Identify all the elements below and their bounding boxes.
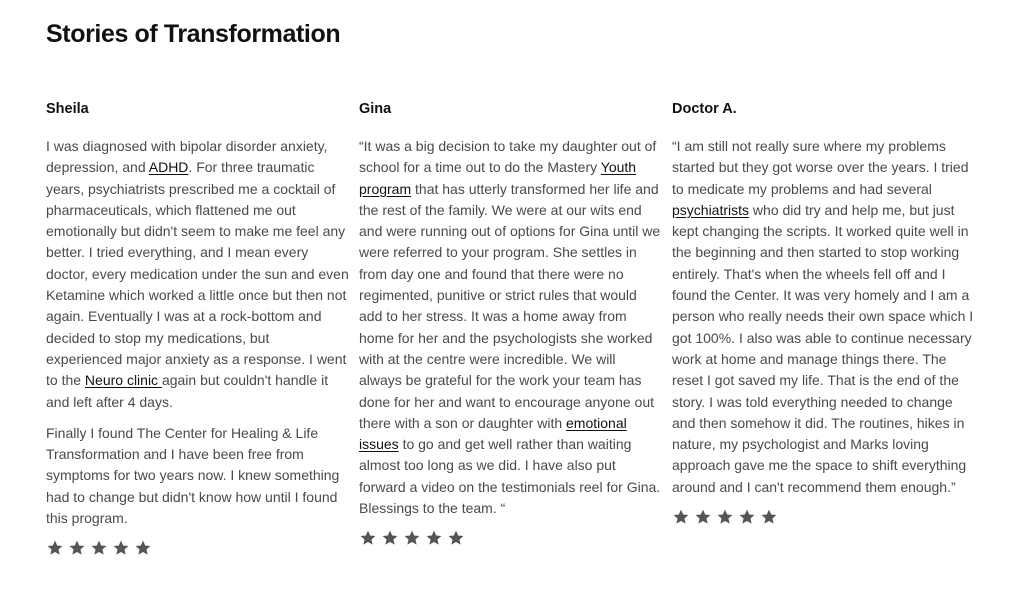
star-icon	[46, 539, 64, 557]
testimonial-author: Doctor A.	[672, 101, 737, 117]
testimonial-body	[46, 136, 349, 529]
testimonial-paragraph	[672, 136, 975, 498]
testimonial-paragraph	[46, 423, 349, 529]
star-icon	[112, 539, 130, 557]
testimonial-card	[359, 99, 662, 547]
testimonial-paragraph	[46, 136, 349, 413]
paragraph-text: “It was a big decision to take my daughter out of school for a time out to do the Mastery	[359, 138, 657, 176]
paragraph-text: again but couldn't handle it and left after 4 days.	[46, 372, 329, 410]
star-icon	[760, 508, 778, 526]
inline-link[interactable]: psychiatrists	[672, 201, 750, 218]
star-icon	[403, 529, 421, 547]
star-icon	[359, 529, 377, 547]
testimonial-author: Sheila	[46, 101, 89, 117]
paragraph-text: . For three traumatic years, psychiatrists prescribed me a cocktail of pharmaceuticals, which flattened me out emotionally but didn't seem to make me feel any better. I tried everything, and I mean every doctor, every medication under the sun and even Ketamine which worked a little once but then not again. Eventually I was at a rock-bottom and decided to stop my medications, but experienced major anxiety as a response. I went to the	[46, 159, 349, 389]
inline-link[interactable]: emotional issues	[359, 414, 627, 453]
testimonial-body	[672, 136, 975, 498]
inline-link[interactable]: ADHD	[148, 159, 189, 176]
paragraph-text: who did try and help me, but just kept changing the scripts. It worked quite well in the beginning and then started to stop working entirely. That's when the wheels fell off and I found the Center. It was very homely and I am a person who really needs their own space which I got 100%. I also was able to continue necessary work at home and manage things there. The reset I got saved my life. That is the end of the story. I was told everything needed to change and then somehow it did. The routines, hikes in nature, my psychologist and Marks loving approach gave me the space to shift everything around and I can't recommend them enough.”	[672, 201, 974, 495]
star-icon	[738, 508, 756, 526]
testimonial-paragraph	[359, 136, 662, 519]
testimonial-body	[359, 136, 662, 519]
star-icon	[68, 539, 86, 557]
paragraph-text: to go and get well rather than waiting almost too long as we did. I have also put forward a video on the testimonials reel for Gina. Blessings to the team. “	[359, 436, 661, 517]
paragraph-text: Finally I found The Center for Healing & Life Transformation and I have been free from symptoms for two years now. I knew something had to change but didn't know how until I found this program.	[46, 424, 340, 527]
star-icon	[90, 539, 108, 557]
testimonial-card	[46, 99, 349, 557]
star-icon	[672, 508, 690, 526]
inline-link[interactable]: Neuro clinic	[84, 372, 162, 389]
star-rating	[46, 539, 349, 557]
star-icon	[447, 529, 465, 547]
paragraph-text: I was diagnosed with bipolar disorder anxiety, depression, and	[46, 138, 328, 176]
star-icon	[694, 508, 712, 526]
testimonial-author: Gina	[359, 101, 392, 117]
star-icon	[134, 539, 152, 557]
paragraph-text: that has utterly transformed her life and the rest of the family. We were at our wits end and were running out of options for Gina until we were referred to your program. She settles in from day one and found that there were no regimented, punitive or strict rules that would add to her stress. It was a home away from home for her and the psychologists she worked with at the centre were incredible. We will always be grateful for the work your team has done for her and want to encourage anyone out there with a son or daughter with	[359, 180, 661, 431]
page-title: Stories of Transformation	[46, 20, 341, 48]
inline-link[interactable]: Youth program	[359, 159, 637, 197]
testimonial-card	[672, 99, 975, 526]
star-icon	[425, 529, 443, 547]
star-icon	[716, 508, 734, 526]
paragraph-text: “I am still not really sure where my problems started but they got worse over the years. I tried to medicate my problems and had several	[672, 138, 969, 197]
star-rating	[359, 529, 662, 547]
star-icon	[381, 529, 399, 547]
star-rating	[672, 508, 975, 526]
